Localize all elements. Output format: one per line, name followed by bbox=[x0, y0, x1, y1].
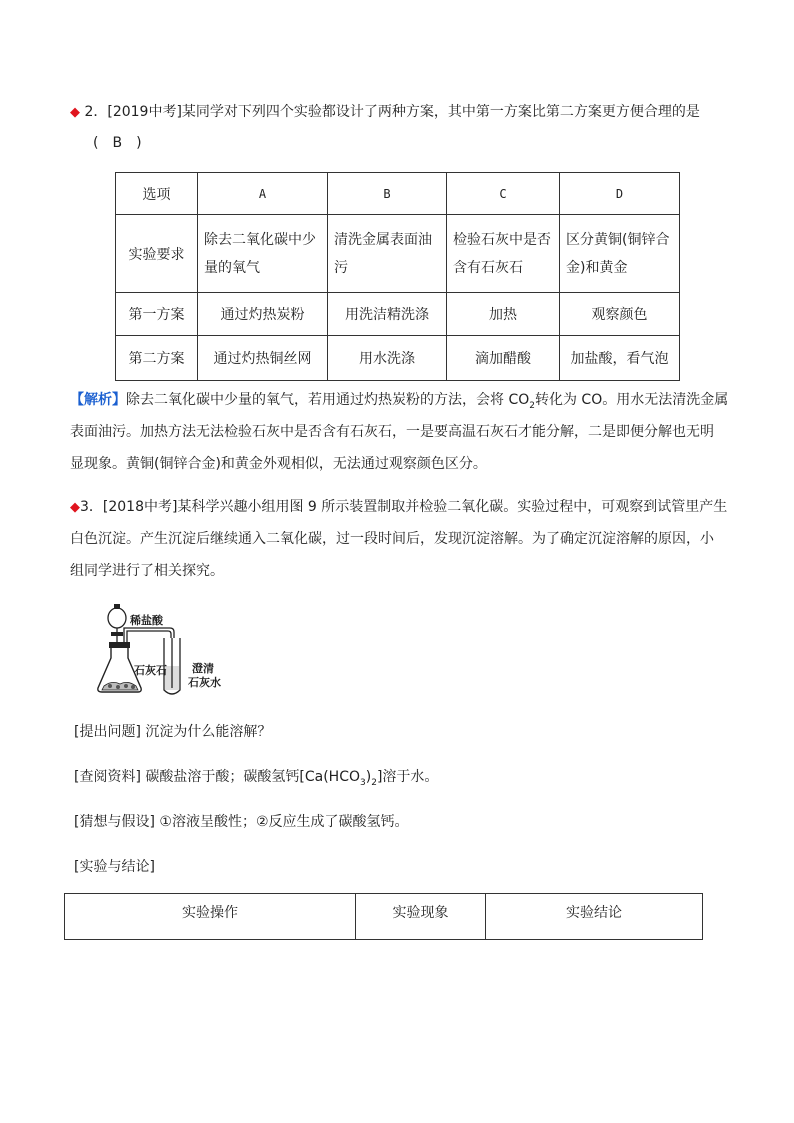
table-cell: 观察颜色 bbox=[560, 293, 680, 336]
table-cell: 通过灼热铜丝网 bbox=[198, 336, 328, 381]
inquiry-conclusion-heading: [实验与结论] bbox=[74, 859, 155, 875]
table-cell: 通过灼热炭粉 bbox=[198, 293, 328, 336]
table-cell: 区分黄铜(铜锌合 金)和黄金 bbox=[560, 215, 680, 293]
table-header-cell: 实验结论 bbox=[486, 894, 703, 940]
inquiry-hypothesis: [猜想与假设] ①溶液呈酸性；②反应生成了碳酸氢钙。 bbox=[74, 814, 409, 830]
table-cell: 除去二氧化碳中少 量的氧气 bbox=[198, 215, 328, 293]
table-cell: 滴加醋酸 bbox=[447, 336, 560, 381]
label-limestone: 石灰石 bbox=[134, 664, 167, 677]
row-label: 第二方案 bbox=[116, 336, 198, 381]
table-row bbox=[116, 293, 680, 336]
table-header-row bbox=[116, 173, 680, 215]
options-table bbox=[115, 172, 680, 381]
question-3-line-3: 组同学进行了相关探究。 bbox=[70, 563, 224, 579]
table-header-cell: D bbox=[560, 173, 680, 215]
label-limewater-1: 澄清 bbox=[192, 662, 214, 675]
analysis-line-3: 显现象。黄铜(铜锌合金)和黄金外观相似，无法通过观察颜色区分。 bbox=[70, 456, 487, 472]
inquiry-question: [提出问题] 沉淀为什么能溶解？ bbox=[74, 724, 272, 740]
diamond-icon: ◆ bbox=[70, 500, 80, 515]
row-label: 第一方案 bbox=[116, 293, 198, 336]
label-dilute-hcl: 稀盐酸 bbox=[130, 614, 163, 627]
analysis-label: 【解析】 bbox=[70, 392, 126, 408]
inquiry-info: [查阅资料] 碳酸盐溶于酸；碳酸氢钙$[Ca(HCO_3)_2]$溶于水。 bbox=[74, 769, 439, 788]
table-row bbox=[116, 336, 680, 381]
question-2-answer: ( B ) bbox=[93, 135, 142, 151]
question-2-text: 2．[2019中考]某同学对下列四个实验都设计了两种方案，其中第一方案比第二方案更方便合理的是 bbox=[80, 104, 700, 120]
table-header-row bbox=[65, 894, 703, 940]
table-cell: 清洗金属表面油 污 bbox=[328, 215, 447, 293]
table-cell: 检验石灰中是否 含有石灰石 bbox=[447, 215, 560, 293]
apparatus-figure bbox=[92, 600, 232, 700]
question-3-line-2: 白色沉淀。产生沉淀后继续通入二氧化碳，过一段时间后，发现沉淀溶解。为了确定沉淀溶解的原因，小 bbox=[70, 531, 714, 547]
experiment-table bbox=[64, 893, 703, 940]
table-header-cell: B bbox=[328, 173, 447, 215]
question-3-line-1: ◆3．[2018中考]某科学兴趣小组用图 9 所示装置制取并检验二氧化碳。实验过程中，可观察到试管里产生 bbox=[70, 499, 728, 515]
table-header-cell: A bbox=[198, 173, 328, 215]
question-2 bbox=[70, 102, 700, 123]
row-label: 实验要求 bbox=[116, 215, 198, 293]
table-header-cell: 实验现象 bbox=[356, 894, 486, 940]
table-row bbox=[116, 215, 680, 293]
table-cell: 加热 bbox=[447, 293, 560, 336]
table-cell: 用水洗涤 bbox=[328, 336, 447, 381]
table-cell: 用洗洁精洗涤 bbox=[328, 293, 447, 336]
table-cell: 加盐酸，看气泡 bbox=[560, 336, 680, 381]
analysis-line-1: 【解析】除去二氧化碳中少量的氧气，若用通过灼热炭粉的方法，会将 $CO_2$转化为 CO。用水无法清洗金属 bbox=[70, 392, 729, 411]
table-header-cell: 选项 bbox=[116, 173, 198, 215]
label-limewater-2: 石灰水 bbox=[188, 676, 221, 689]
table-header-cell: C bbox=[447, 173, 560, 215]
table-header-cell: 实验操作 bbox=[65, 894, 356, 940]
diamond-icon: ◆ bbox=[70, 105, 80, 120]
analysis-line-2: 表面油污。加热方法无法检验石灰中是否含有石灰石，一是要高温石灰石才能分解，二是即便分解也无明 bbox=[70, 424, 714, 440]
